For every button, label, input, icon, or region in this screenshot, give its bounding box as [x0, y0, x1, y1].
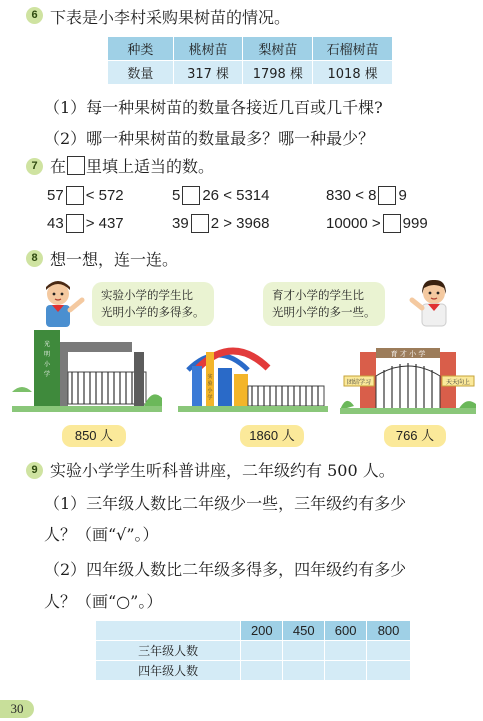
answer-cell[interactable]: [325, 641, 367, 661]
question-title: [50, 154, 214, 177]
school-sign-char: 小: [43, 361, 51, 368]
title-prefix: 在: [50, 157, 67, 176]
answer-cell[interactable]: [283, 641, 325, 661]
table-row: [96, 661, 411, 681]
sub-question: 人？（画“√”。）: [44, 525, 159, 544]
inequality: 57 < 572: [47, 187, 124, 204]
table-header-row: [108, 37, 393, 61]
table-header-cell: 石榴树苗: [313, 37, 393, 61]
inequality: 39 2 > 3968: [172, 215, 270, 232]
school-sign-char: 学: [207, 395, 213, 401]
student-count-tag[interactable]: 850 人: [62, 425, 126, 447]
seedling-table: [107, 36, 393, 85]
answer-cell[interactable]: [241, 641, 283, 661]
student-count-tag[interactable]: 766 人: [384, 425, 446, 447]
answer-cell[interactable]: [283, 661, 325, 681]
student-count-tag[interactable]: 1860 人: [240, 425, 304, 447]
girl-illustration-icon: [408, 276, 458, 328]
question-title: 想一想，连一连。: [50, 250, 179, 269]
board-text-right: 天天向上: [445, 379, 471, 386]
question-number-badge: 9: [26, 462, 43, 479]
table-header-cell: 梨树苗: [243, 37, 313, 61]
table-cell: 1798 棵: [243, 61, 313, 85]
question-title: 下表是小李村采购果树苗的情况。: [50, 8, 291, 27]
speech-bubble-left: 实验小学的学生比 光明小学的多得多。: [92, 282, 214, 326]
answer-box[interactable]: [66, 186, 84, 205]
table-header-cell: 800: [367, 621, 411, 641]
inequality: 830 < 8 9: [326, 187, 407, 204]
answer-box[interactable]: [383, 214, 401, 233]
answer-cell[interactable]: [367, 661, 411, 681]
page-number: 30: [0, 700, 34, 718]
answer-box[interactable]: [191, 214, 209, 233]
school-sign-char: 明: [43, 351, 51, 358]
table-row: [108, 61, 393, 85]
speech-bubble-right: 育才小学的学生比 光明小学的多一些。: [263, 282, 385, 326]
table-row: [96, 641, 411, 661]
table-header-cell: 450: [283, 621, 325, 641]
blank-box-icon: [67, 156, 85, 175]
school-sign-char: 光: [43, 341, 51, 348]
answer-cell[interactable]: [325, 661, 367, 681]
school-gate-shiyan-icon: [178, 330, 328, 414]
inequality: 10000 > 999: [326, 215, 428, 232]
question-title: 实验小学学生听科普讲座，二年级约有 500 人。: [50, 461, 395, 480]
table-header-cell: 桃树苗: [173, 37, 243, 61]
answer-cell[interactable]: [241, 661, 283, 681]
row-label: 四年级人数: [96, 661, 241, 681]
inequality: 5 26 < 5314: [172, 187, 270, 204]
table-cell: 317 棵: [173, 61, 243, 85]
school-sign-char: 验: [207, 381, 213, 387]
answer-box[interactable]: [66, 214, 84, 233]
answer-cell[interactable]: [367, 641, 411, 661]
table-header-cell: 600: [325, 621, 367, 641]
table-header-cell: 200: [241, 621, 283, 641]
school-sign-char: 实: [207, 374, 213, 380]
question-number-badge: 7: [26, 158, 43, 175]
answer-box[interactable]: [182, 186, 200, 205]
question-number-badge: 8: [26, 250, 43, 267]
inequality: 43 > 437: [47, 215, 124, 232]
table-cell: 1018 棵: [313, 61, 393, 85]
boy-illustration-icon: [36, 278, 88, 328]
answer-box[interactable]: [378, 186, 396, 205]
table-header-cell: 种类: [108, 37, 174, 61]
school-gate-yucai-icon: [340, 334, 476, 414]
sub-question: （2）四年级人数比二年级多得多，四年级约有多少: [44, 560, 407, 579]
board-text-left: 团结学习: [346, 379, 372, 386]
table-cell: 数量: [108, 61, 174, 85]
title-suffix: 里填上适当的数。: [86, 157, 215, 176]
school-gate-guangming-icon: [12, 322, 162, 414]
row-label: 三年级人数: [96, 641, 241, 661]
sub-question: （1）每一种果树苗的数量各接近几百或几千棵?: [44, 98, 383, 117]
school-sign-text: 育 才 小 学: [390, 350, 426, 358]
school-sign-char: 小: [207, 388, 213, 394]
school-sign-char: 学: [43, 371, 51, 378]
grade-count-table: [95, 620, 411, 681]
sub-question: 人？（画“○”。）: [44, 592, 163, 611]
question-number-badge: 6: [26, 7, 43, 24]
sub-question: （1）三年级人数比二年级少一些，三年级约有多少: [44, 494, 407, 513]
table-header-row: [96, 621, 411, 641]
sub-question: （2）哪一种果树苗的数量最多？哪一种最少？: [44, 129, 375, 148]
